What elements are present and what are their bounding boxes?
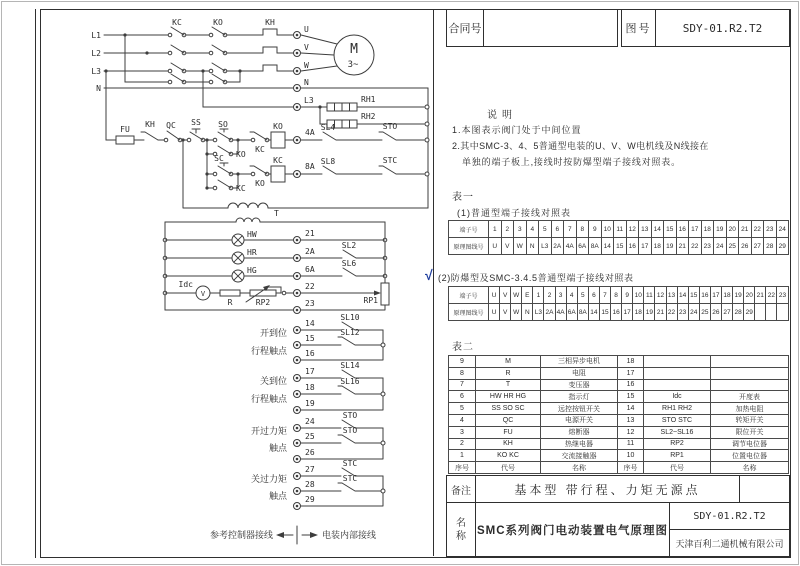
terminal-table-explosionproof: [448, 286, 789, 321]
cell: V: [501, 238, 514, 255]
cell: 交流接触器: [541, 450, 618, 462]
cell: 1: [489, 221, 502, 238]
cell: 14: [677, 287, 688, 304]
cell: 17: [710, 287, 721, 304]
cell: 18: [701, 221, 714, 238]
group-label-close-torque-2: 触点: [268, 491, 287, 501]
cell: 16: [699, 287, 710, 304]
cell: N: [526, 238, 539, 255]
label-sl8: SL8: [320, 157, 336, 166]
company-name: 天津百利二通机械有限公司: [669, 529, 790, 557]
cell: 11: [618, 438, 644, 450]
cell: 18: [721, 287, 732, 304]
cell: 5: [577, 287, 588, 304]
cell: 15: [614, 238, 627, 255]
label-ko-coil: KO: [273, 122, 283, 131]
cell: 位置电位器: [711, 450, 789, 462]
terminal-6a: 6A: [305, 265, 315, 274]
cell: 1: [533, 287, 544, 304]
cell: 17: [622, 304, 633, 321]
label-hr: HR: [247, 248, 257, 257]
cell: 22: [751, 221, 764, 238]
table-row: [449, 221, 789, 238]
table1-sub1-title: (1)普通型端子接线对照表: [457, 208, 572, 218]
label-l3: L3: [91, 67, 101, 76]
cell: 序号: [618, 462, 644, 474]
cell: 18: [651, 238, 664, 255]
motor-letter: M: [350, 42, 358, 57]
cell: T: [476, 379, 541, 391]
cell: 16: [611, 304, 622, 321]
label-sto1: STO: [342, 411, 358, 420]
cell: 4: [526, 221, 539, 238]
cell: 三相异步电机: [541, 356, 618, 368]
transformer-symbol: [165, 140, 428, 222]
cell: 8A: [589, 238, 602, 255]
cell: L3: [533, 304, 544, 321]
label-sl16: SL16: [340, 377, 360, 386]
cell: 17: [618, 367, 644, 379]
table-row: [449, 438, 789, 450]
cell: 10: [618, 450, 644, 462]
cell: 27: [721, 304, 732, 321]
cell: 19: [644, 304, 655, 321]
cell: RH1 RH2: [644, 403, 711, 415]
cell: 6A: [566, 304, 577, 321]
cell: RP2: [644, 438, 711, 450]
cell: [755, 304, 766, 321]
label-stc1: STC: [342, 459, 358, 468]
cell: 17: [689, 221, 702, 238]
cell: 28: [764, 238, 777, 255]
contract-no-value: [483, 9, 618, 47]
label-hg: HG: [247, 266, 257, 275]
label-sc: SC: [214, 154, 224, 163]
label-ko: KO: [213, 18, 223, 27]
cell: 3: [449, 426, 476, 438]
cell: 28: [733, 304, 744, 321]
cell: 21: [739, 221, 752, 238]
label-sto2: STO: [342, 426, 358, 435]
cell: 6A: [576, 238, 589, 255]
cell: 17: [639, 238, 652, 255]
titleblock-drawing-no: SDY-01.R2.T2: [669, 502, 790, 530]
label-stc2: STC: [342, 474, 358, 483]
cell: STO STC: [644, 414, 711, 426]
terminal-22: 22: [305, 282, 315, 291]
terminal-v: V: [304, 43, 309, 52]
cell: 8: [449, 367, 476, 379]
group-label-close-travel-2: 行程触点: [250, 394, 287, 404]
cell: 16: [676, 221, 689, 238]
cell: 21: [676, 238, 689, 255]
cell: [711, 367, 789, 379]
cell: 26: [739, 238, 752, 255]
cell: [711, 379, 789, 391]
label-rp1: RP1: [363, 296, 378, 305]
table-row: [449, 287, 789, 304]
cell: 8: [576, 221, 589, 238]
label-kh: KH: [265, 18, 275, 27]
power-lines: [104, 29, 428, 208]
cell: 代号: [476, 462, 541, 474]
cell: 14: [618, 403, 644, 415]
legend-internal-wiring: 电装内部接线: [322, 530, 377, 540]
cell: RP1: [644, 450, 711, 462]
contract-no-label: 合同号: [446, 9, 484, 47]
cell: 23: [777, 287, 788, 304]
table1-title: 表一: [452, 192, 474, 203]
drawing-no-label: 图号: [621, 9, 656, 47]
cell: 12: [618, 426, 644, 438]
cell: 16: [626, 238, 639, 255]
label-l2: L2: [91, 49, 101, 58]
cell: 5: [539, 221, 552, 238]
cell: KO KC: [476, 450, 541, 462]
cell: 电阻: [541, 367, 618, 379]
cell: 11: [644, 287, 655, 304]
label-ss: SS: [191, 118, 201, 127]
terminal-14: 14: [305, 319, 315, 328]
cell: 21: [755, 287, 766, 304]
cell: 21: [655, 304, 666, 321]
schematic-labels: [91, 18, 397, 540]
cell: 14: [651, 221, 664, 238]
cell: R: [476, 367, 541, 379]
cell: 2: [501, 221, 514, 238]
cell: 8A: [577, 304, 588, 321]
cell: 6: [588, 287, 599, 304]
label-fu: FU: [120, 125, 130, 134]
row-label: 原理图线号: [449, 238, 489, 255]
cell: L3: [539, 238, 552, 255]
cell: 26: [710, 304, 721, 321]
label-ko-holding: KO: [236, 150, 246, 159]
table-row: [449, 450, 789, 462]
cell: 15: [599, 304, 610, 321]
table-row: [449, 367, 789, 379]
cell: W: [514, 238, 527, 255]
cell: 24: [776, 221, 789, 238]
cell: U: [489, 238, 502, 255]
group-label-open-torque-1: 开过力矩: [250, 426, 287, 436]
cell: 调节电位器: [711, 438, 789, 450]
cell: QC: [476, 414, 541, 426]
terminal-23: 23: [305, 299, 315, 308]
cell: 4: [566, 287, 577, 304]
label-sl10: SL10: [340, 313, 360, 322]
cell: 11: [614, 221, 627, 238]
cell: [644, 356, 711, 368]
cell: 7: [449, 379, 476, 391]
cell: 转矩开关: [711, 414, 789, 426]
cell: U: [489, 304, 500, 321]
cell: 限位开关: [711, 426, 789, 438]
cell: 20: [726, 221, 739, 238]
cell: 开度表: [711, 391, 789, 403]
cell: 9: [622, 287, 633, 304]
label-sl6: SL6: [341, 259, 357, 268]
cell: 23: [677, 304, 688, 321]
cell: 29: [744, 304, 755, 321]
name-label-char2: 称: [456, 530, 466, 542]
cell: 22: [766, 287, 777, 304]
cell: 2A: [551, 238, 564, 255]
cell: 12: [655, 287, 666, 304]
label-kh-contact: KH: [145, 120, 155, 129]
cell: 19: [664, 238, 677, 255]
cell: [777, 304, 788, 321]
terminal-15: 15: [305, 334, 315, 343]
cell: 4A: [564, 238, 577, 255]
remark-label: 备注: [446, 475, 476, 503]
cell: E: [522, 287, 533, 304]
label-sl14: SL14: [340, 361, 360, 370]
cell: 3: [514, 221, 527, 238]
check-mark: √: [425, 267, 433, 283]
cell: 13: [639, 221, 652, 238]
cell: W: [511, 304, 522, 321]
terminal-n: N: [304, 78, 309, 87]
label-sto-main: STO: [382, 122, 398, 131]
cell: 2: [449, 438, 476, 450]
cell: 8: [611, 287, 622, 304]
cell: 29: [776, 238, 789, 255]
drawing-title: SMC系列阀门电动装置电气原理图: [475, 502, 670, 557]
cell: 23: [764, 221, 777, 238]
cell: 18: [618, 356, 644, 368]
name-label-char1: 名: [456, 517, 466, 529]
row-label: 端子号: [449, 287, 489, 304]
terminal-29: 29: [305, 495, 315, 504]
cell: 代号: [644, 462, 711, 474]
terminal-16: 16: [305, 349, 315, 358]
notes-title: 说明: [487, 110, 517, 121]
cell: M: [476, 356, 541, 368]
cell: 24: [688, 304, 699, 321]
cell: [644, 367, 711, 379]
label-r: R: [227, 298, 233, 307]
label-rh1: RH1: [361, 95, 376, 104]
terminal-27: 27: [305, 465, 315, 474]
cell: 25: [699, 304, 710, 321]
terminal-28: 28: [305, 480, 315, 489]
cell: 13: [618, 414, 644, 426]
cell: [766, 304, 777, 321]
table-row: [449, 356, 789, 368]
group-label-open-travel-1: 开到位: [259, 328, 287, 338]
terminal-19: 19: [305, 399, 315, 408]
terminal-26: 26: [305, 448, 315, 457]
cell: 远控按钮开关: [541, 403, 618, 415]
terminal-l3: L3: [304, 96, 314, 105]
cell: 3: [555, 287, 566, 304]
label-ko-interlock: KO: [255, 179, 265, 188]
label-idc: Idc: [178, 280, 193, 289]
cell: 23: [701, 238, 714, 255]
cell: 22: [689, 238, 702, 255]
remark-extra-cell: [739, 475, 790, 503]
legend-controller-wiring: 参考控制器接线: [209, 530, 273, 540]
label-n: N: [96, 84, 101, 93]
cell: 6: [551, 221, 564, 238]
name-label: [446, 502, 476, 557]
label-transformer: T: [274, 209, 279, 218]
cell: 9: [589, 221, 602, 238]
cell: N: [522, 304, 533, 321]
cell: 名称: [711, 462, 789, 474]
cell: FU: [476, 426, 541, 438]
label-kc-coil: KC: [273, 156, 283, 165]
cell: 6: [449, 391, 476, 403]
label-hw: HW: [247, 230, 257, 239]
terminal-8a: 8A: [305, 162, 315, 171]
label-so: SO: [218, 120, 228, 129]
terminal-17: 17: [305, 367, 315, 376]
terminal-table-normal: [448, 220, 789, 255]
drawing-no-value: SDY-01.R2.T2: [655, 9, 790, 47]
cell: 2A: [544, 304, 555, 321]
cell: Idc: [644, 391, 711, 403]
terminal-4a: 4A: [305, 128, 315, 137]
label-sl12: SL12: [340, 328, 360, 337]
motor-phase: 3~: [347, 60, 359, 70]
cell: 15: [688, 287, 699, 304]
cell: KH: [476, 438, 541, 450]
cell: 5: [449, 403, 476, 415]
cell: 19: [733, 287, 744, 304]
table-row: [449, 304, 789, 321]
cell: 16: [618, 379, 644, 391]
table-row: [449, 462, 789, 474]
cell: HW HR HG: [476, 391, 541, 403]
cell: 14: [601, 238, 614, 255]
cell: 指示灯: [541, 391, 618, 403]
cell: 2: [544, 287, 555, 304]
note-line-3: 单独的端子板上,接线时按防爆型端子接线对照表。: [462, 157, 681, 167]
table1-sub2-title: (2)防爆型及SMC-3.4.5普通型端子接线对照表: [438, 273, 634, 283]
cell: 22: [666, 304, 677, 321]
cell: U: [489, 287, 500, 304]
label-rh2: RH2: [361, 112, 376, 121]
motor-symbol: [301, 35, 374, 75]
wiring-legend: [276, 526, 318, 544]
label-sl4: SL4: [320, 123, 336, 132]
cell: 电源开关: [541, 414, 618, 426]
row-label: 端子号: [449, 221, 489, 238]
cell: 7: [599, 287, 610, 304]
group-label-close-travel-1: 关到位: [259, 376, 287, 386]
cell: 4: [449, 414, 476, 426]
table-row: [449, 426, 789, 438]
cell: 13: [666, 287, 677, 304]
cell: V: [500, 287, 511, 304]
cell: 10: [601, 221, 614, 238]
note-line-2: 2.其中SMC-3、4、5普通型电装的U、V、W电机线及N线接在: [452, 141, 709, 151]
cell: 9: [449, 356, 476, 368]
cell: 20: [744, 287, 755, 304]
cell: SS SO SC: [476, 403, 541, 415]
cell: 1: [449, 450, 476, 462]
cell: 热继电器: [541, 438, 618, 450]
remark-value: 基本型 带行程、力矩无源点: [475, 475, 740, 503]
row-label: 原理图线号: [449, 304, 489, 321]
label-sl2: SL2: [341, 241, 357, 250]
voltmeter-letter: V: [200, 290, 206, 298]
terminal-u: U: [304, 25, 309, 34]
terminal-18: 18: [305, 383, 315, 392]
cell: 12: [626, 221, 639, 238]
cell: 序号: [449, 462, 476, 474]
table-row: [449, 403, 789, 415]
note-line-1: 1.本图表示阀门处于中间位置: [452, 125, 582, 135]
label-qc: QC: [166, 121, 176, 130]
cell: 15: [664, 221, 677, 238]
cell: [644, 379, 711, 391]
cell: 名称: [541, 462, 618, 474]
terminal-24: 24: [305, 417, 315, 426]
table-row: [449, 379, 789, 391]
cell: 变压器: [541, 379, 618, 391]
cell: 25: [726, 238, 739, 255]
cell: 14: [588, 304, 599, 321]
cell: 15: [618, 391, 644, 403]
cell: V: [500, 304, 511, 321]
label-rp2: RP2: [255, 298, 271, 307]
label-stc-main: STC: [382, 156, 398, 165]
terminal-w: W: [304, 61, 309, 70]
terminal-2a: 2A: [305, 247, 315, 256]
cell: 19: [714, 221, 727, 238]
group-label-close-torque-1: 关过力矩: [250, 474, 287, 484]
label-kc: KC: [172, 18, 182, 27]
table-row: [449, 414, 789, 426]
cell: [711, 356, 789, 368]
table-row: [449, 238, 789, 255]
label-kc-interlock: KC: [255, 145, 265, 154]
control-circuit: [106, 129, 429, 190]
label-l1: L1: [91, 31, 101, 40]
cell: 熔断器: [541, 426, 618, 438]
label-kc-holding: KC: [236, 184, 246, 193]
table-row: [449, 391, 789, 403]
cell: 27: [751, 238, 764, 255]
table2-title: 表二: [452, 342, 474, 353]
group-label-open-travel-2: 行程触点: [250, 346, 287, 356]
cell: 24: [714, 238, 727, 255]
cell: 加热电阻: [711, 403, 789, 415]
cell: SL2~SL16: [644, 426, 711, 438]
cell: 18: [633, 304, 644, 321]
terminal-symbols: [294, 32, 301, 510]
terminal-25: 25: [305, 432, 315, 441]
cell: 4A: [555, 304, 566, 321]
component-legend-table: [448, 355, 789, 474]
group-label-open-torque-2: 触点: [268, 443, 287, 453]
terminal-21: 21: [305, 229, 315, 238]
cell: 10: [633, 287, 644, 304]
cell: W: [511, 287, 522, 304]
cell: 7: [564, 221, 577, 238]
